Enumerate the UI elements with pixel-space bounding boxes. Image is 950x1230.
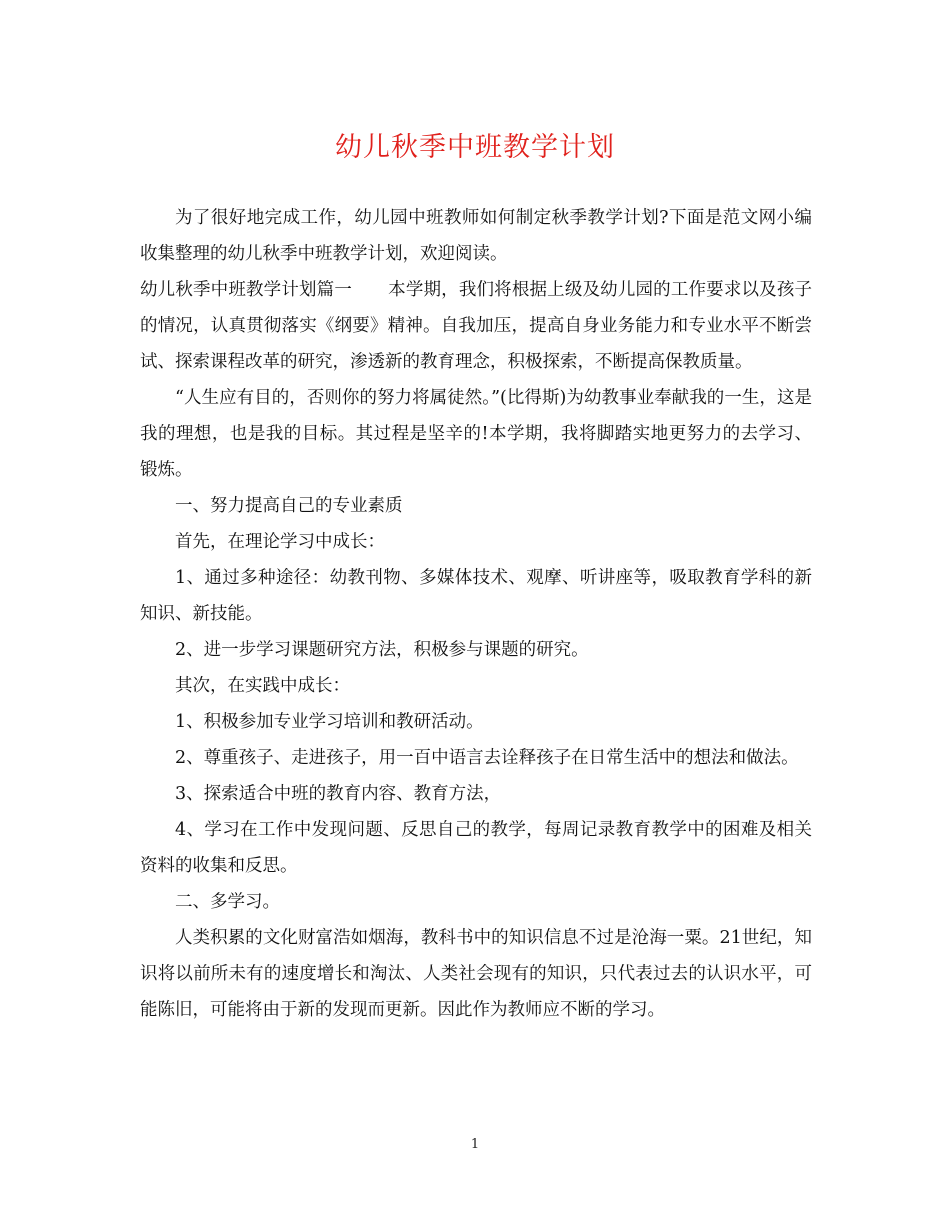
heading-professional-quality: 一、努力提高自己的专业素质 <box>175 496 403 516</box>
page-number: 1 <box>470 1137 480 1152</box>
paragraph-practice-growth: 其次，在实践中成长： <box>175 676 350 696</box>
paragraph-theory-learning: 首先，在理论学习中成长： <box>175 532 385 552</box>
list-item-practice-1: 1、积极参加专业学习培训和教研活动。 <box>175 712 484 732</box>
document-title: 幼儿秋季中班教学计划 <box>335 132 615 163</box>
list-item-theory-1: 1、通过多种途径：幼教刊物、多媒体技术、观摩、听讲座等，吸取教育学科的新知识、新技能。 <box>140 568 812 624</box>
document-body <box>140 200 812 1028</box>
list-item-practice-3: 3、探索适合中班的教育内容、教育方法， <box>175 784 502 804</box>
paragraph-quote: “人生应有目的，否则你的努力将属徒然。”(比得斯)为幼教事业奉献我的一生，这是我的理想，也是我的目标。其过程是坚辛的!本学期，我将脚踏实地更努力的去学习、锻炼。 <box>140 388 812 480</box>
list-item-theory-2: 2、进一步学习课题研究方法，积极参与课题的研究。 <box>175 640 589 660</box>
list-item-practice-2: 2、尊重孩子、走进孩子，用一百中语言去诠释孩子在日常生活中的想法和做法。 <box>175 748 799 768</box>
paragraph-knowledge: 人类积累的文化财富浩如烟海，教科书中的知识信息不过是沧海一粟。21世纪，知识将以前所未有的速度增长和淘汰、人类社会现有的知识，只代表过去的认识水平，可能陈旧，可能将由于新的发现而更新。因此作为教师应不断的学习。 <box>140 928 812 1020</box>
section-first-paragraph: 本学期，我们将根据上级及幼儿园的工作要求以及孩子的情况，认真贯彻落实《纲要》精神。自我加压，提高自身业务能力和专业水平不断尝试、探索课程改革的研究，渗透新的教育理念，积极探索，不断提高保教质量。 <box>140 280 812 372</box>
heading-more-learning: 二、多学习。 <box>175 892 280 912</box>
list-item-practice-4: 4、学习在工作中发现问题、反思自己的教学，每周记录教育教学中的困难及相关资料的收集和反思。 <box>140 820 812 876</box>
section-paragraph <box>140 272 812 380</box>
intro-paragraph: 为了很好地完成工作，幼儿园中班教师如何制定秋季教学计划?下面是范文网小编收集整理的幼儿秋季中班教学计划，欢迎阅读。 <box>140 208 812 264</box>
section-heading: 幼儿秋季中班教学计划篇一 <box>140 280 352 300</box>
